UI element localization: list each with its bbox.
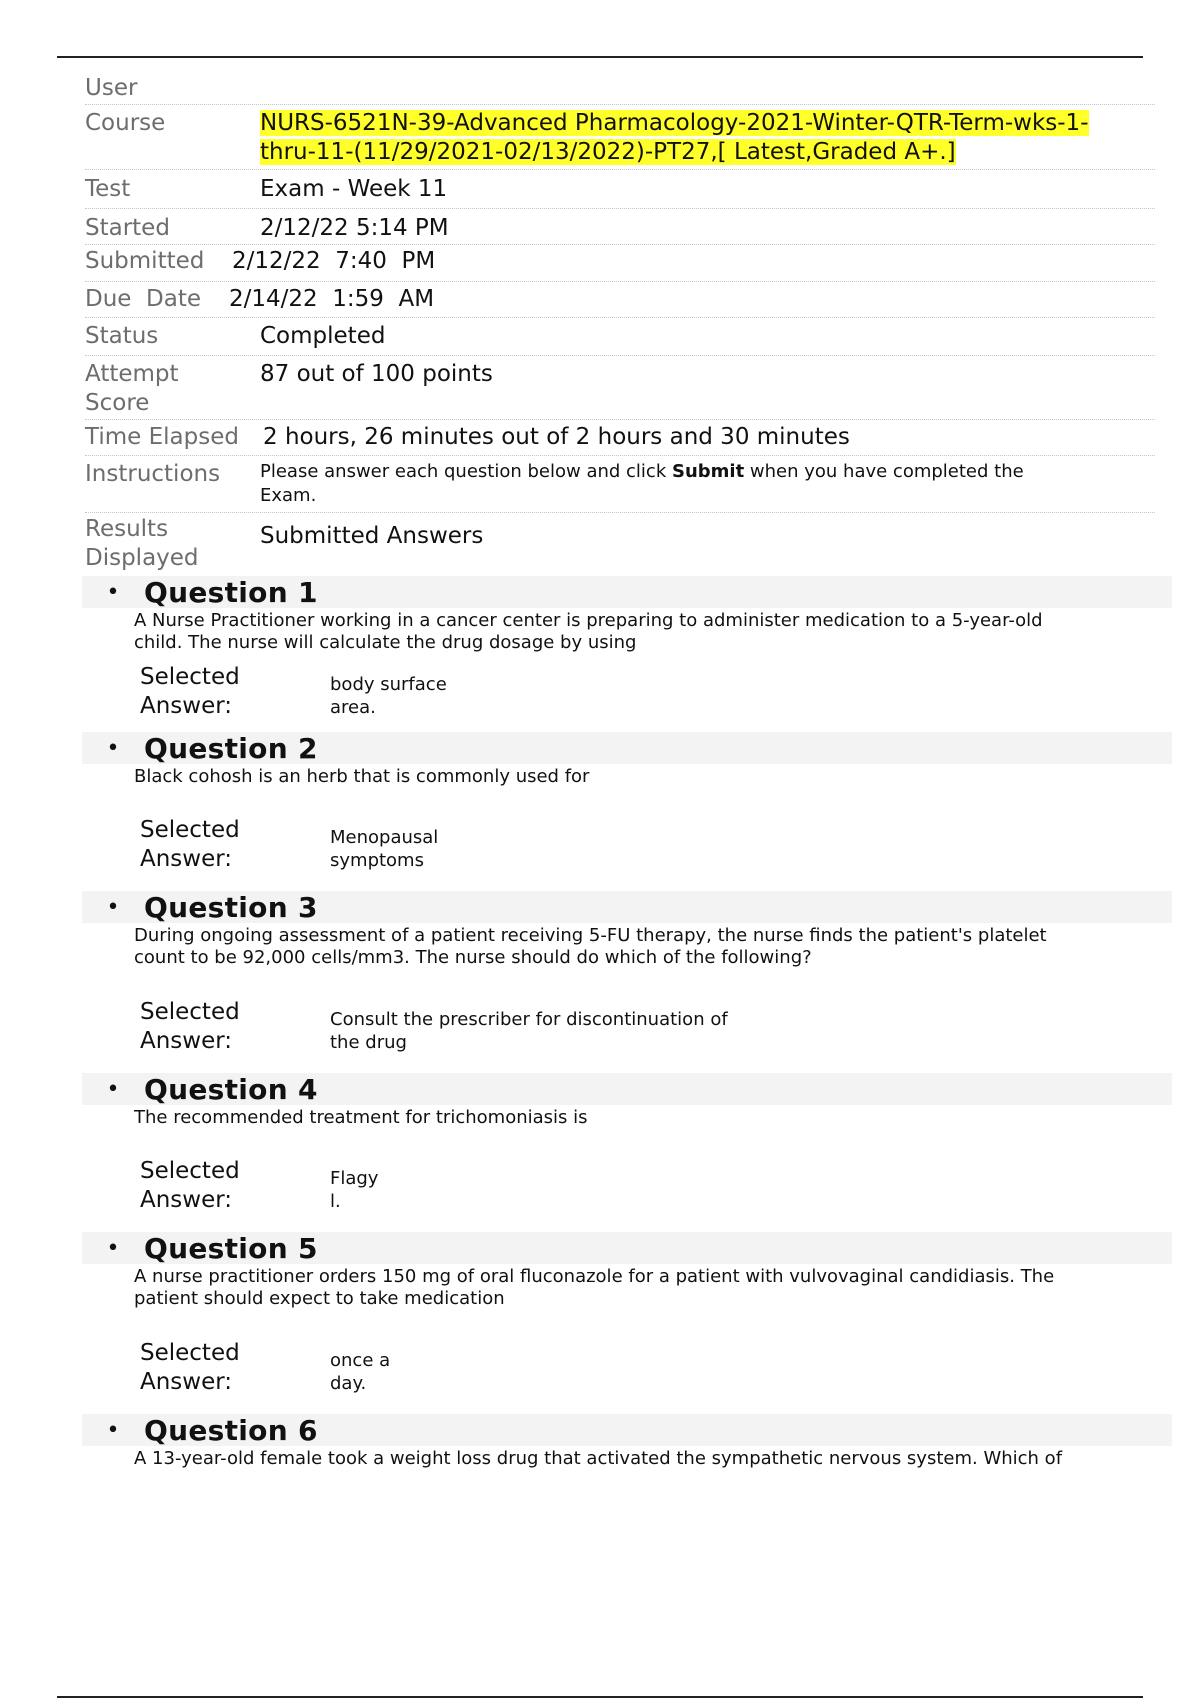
question-2: [82, 732, 1172, 874]
attempt-score-label: [85, 360, 260, 418]
question-header: [82, 1232, 1172, 1264]
selected-answer-row: [140, 1157, 1172, 1215]
question-title: Question 6: [144, 1413, 318, 1447]
question-text: [134, 1448, 1162, 1470]
started-value: 2/12/22 5:14 PM: [260, 215, 449, 241]
question-4: [82, 1073, 1172, 1215]
answer-line2: the drug: [330, 1032, 407, 1053]
selected-answer-row: [140, 1339, 1172, 1397]
question-title: Question 1: [144, 575, 318, 609]
course-value-line1: NURS-6521N-39-Advanced Pharmacology-2021-Winter-QTR-Term-wks-1-: [260, 110, 1089, 136]
question-text: [134, 925, 1162, 969]
user-label: User: [85, 75, 138, 101]
bullet-icon: •: [106, 579, 120, 605]
info-row-course: [85, 105, 1155, 170]
bullet-icon: •: [106, 1417, 120, 1443]
question-text-line1: A Nurse Practitioner working in a cancer center is preparing to administer medication to a 5-year-old: [134, 610, 1043, 631]
instructions-value: [260, 460, 1024, 508]
question-5: [82, 1232, 1172, 1397]
bullet-icon: •: [106, 1235, 120, 1261]
question-header: [82, 1073, 1172, 1105]
question-text-line2: count to be 92,000 cells/mm3. The nurse should do which of the following?: [134, 947, 812, 968]
status-label: Status: [85, 323, 159, 349]
question-text-line1: During ongoing assessment of a patient receiving 5-FU therapy, the nurse finds the patient's platelet: [134, 925, 1047, 946]
answer-line2: day.: [330, 1373, 367, 1394]
question-text-line1: Black cohosh is an herb that is commonly used for: [134, 766, 590, 787]
question-3: [82, 891, 1172, 1056]
selected-answer-row: [140, 816, 1172, 874]
selected-label-line2: Answer:: [140, 1028, 233, 1054]
results-displayed-value: Submitted Answers: [260, 523, 484, 549]
course-value: [260, 109, 1089, 167]
test-label: Test: [85, 176, 131, 202]
info-row-user: [85, 70, 1155, 105]
question-title: Question 4: [144, 1072, 318, 1106]
selected-answer-label: [140, 816, 330, 874]
question-text: [134, 766, 1162, 788]
info-row-test: [85, 170, 1155, 209]
question-header: [82, 576, 1172, 608]
question-text-line1: A 13-year-old female took a weight loss drug that activated the sympathetic nervous system. Which of: [134, 1448, 1063, 1469]
question-header: [82, 891, 1172, 923]
info-row-due-date: [85, 282, 1155, 318]
info-row-time-elapsed: [85, 420, 1155, 456]
info-row-submitted: [85, 245, 1155, 282]
selected-label-line2: Answer:: [140, 1187, 233, 1213]
instructions-submit-word: Submit: [671, 461, 745, 482]
question-title: Question 3: [144, 890, 318, 924]
answer-line1: Consult the prescriber for discontinuation of: [330, 1009, 728, 1030]
question-text-line1: The recommended treatment for trichomoniasis is: [134, 1107, 588, 1128]
course-label: Course: [85, 110, 166, 136]
selected-answer-value: [330, 663, 447, 719]
question-title: Question 5: [144, 1231, 318, 1265]
selected-answer-row: [140, 998, 1172, 1056]
selected-label-line2: Answer:: [140, 1369, 233, 1395]
answer-line2: symptoms: [330, 850, 424, 871]
status-value: Completed: [260, 323, 386, 349]
question-1: [82, 576, 1172, 721]
selected-label-line1: Selected: [140, 1158, 240, 1184]
selected-answer-label: [140, 998, 330, 1056]
answer-line1: Menopausal: [330, 827, 439, 848]
info-row-results-displayed: [85, 513, 1155, 573]
results-label-line2: Displayed: [85, 545, 199, 571]
submitted-label: Submitted: [85, 248, 205, 274]
course-value-line2: thru-11-(11/29/2021-02/13/2022)-PT27,[ Latest,Graded A+.]: [260, 139, 956, 165]
due-date-value: 2/14/22 1:59 AM: [229, 286, 435, 312]
test-value: Exam - Week 11: [260, 176, 448, 202]
due-date-label: Due Date: [85, 286, 202, 312]
time-elapsed-value: 2 hours, 26 minutes out of 2 hours and 30 minutes: [263, 424, 850, 450]
attempt-score-value: 87 out of 100 points: [260, 361, 493, 387]
answer-line1: once a: [330, 1350, 391, 1371]
question-text-line2: patient should expect to take medication: [134, 1288, 505, 1309]
question-6: [82, 1414, 1172, 1470]
info-row-instructions: [85, 456, 1155, 513]
question-text: [134, 610, 1162, 654]
instructions-text-a: Please answer each question below and click: [260, 461, 672, 482]
results-label-line1: Results: [85, 516, 169, 542]
question-header: [82, 732, 1172, 764]
submitted-value: 2/12/22 7:40 PM: [232, 248, 436, 274]
selected-answer-label: [140, 1339, 330, 1397]
info-row-status: [85, 318, 1155, 356]
selected-label-line1: Selected: [140, 999, 240, 1025]
bullet-icon: •: [106, 894, 120, 920]
started-label: Started: [85, 215, 170, 241]
time-elapsed-label: Time Elapsed: [85, 424, 239, 450]
bullet-icon: •: [106, 735, 120, 761]
results-displayed-label: [85, 515, 260, 573]
selected-label-line1: Selected: [140, 817, 240, 843]
bottom-rule: [57, 1696, 1143, 1698]
question-text-line1: A nurse practitioner orders 150 mg of oral fluconazole for a patient with vulvovaginal candidiasis. The: [134, 1266, 1055, 1287]
instructions-text-b: when you have completed the: [744, 461, 1024, 482]
bullet-icon: •: [106, 1076, 120, 1102]
info-row-attempt-score: [85, 356, 1155, 420]
answer-line1: Flagy: [330, 1168, 379, 1189]
selected-answer-value: [330, 816, 438, 872]
instructions-label: Instructions: [85, 461, 221, 487]
selected-label-line2: Answer:: [140, 693, 233, 719]
question-text: [134, 1107, 1162, 1129]
top-rule: [57, 56, 1143, 58]
selected-answer-value: [330, 1339, 390, 1395]
selected-answer-value: [330, 998, 728, 1054]
selected-label-line1: Selected: [140, 1340, 240, 1366]
question-text-line2: child. The nurse will calculate the drug dosage by using: [134, 632, 637, 653]
info-row-started: [85, 209, 1155, 245]
selected-answer-label: [140, 663, 330, 721]
exam-info-table: [85, 70, 1155, 573]
answer-line1: body surface: [330, 674, 447, 695]
selected-answer-row: [140, 663, 1172, 721]
selected-label-line2: Answer:: [140, 846, 233, 872]
selected-answer-label: [140, 1157, 330, 1215]
question-text: [134, 1266, 1162, 1310]
selected-answer-value: [330, 1157, 378, 1213]
instructions-line2: Exam.: [260, 485, 317, 506]
answer-line2: area.: [330, 697, 376, 718]
attempt-label-line1: Attempt: [85, 361, 179, 387]
answer-line2: l.: [330, 1191, 341, 1212]
question-title: Question 2: [144, 731, 318, 765]
selected-label-line1: Selected: [140, 664, 240, 690]
question-header: [82, 1414, 1172, 1446]
attempt-label-line2: Score: [85, 390, 150, 416]
